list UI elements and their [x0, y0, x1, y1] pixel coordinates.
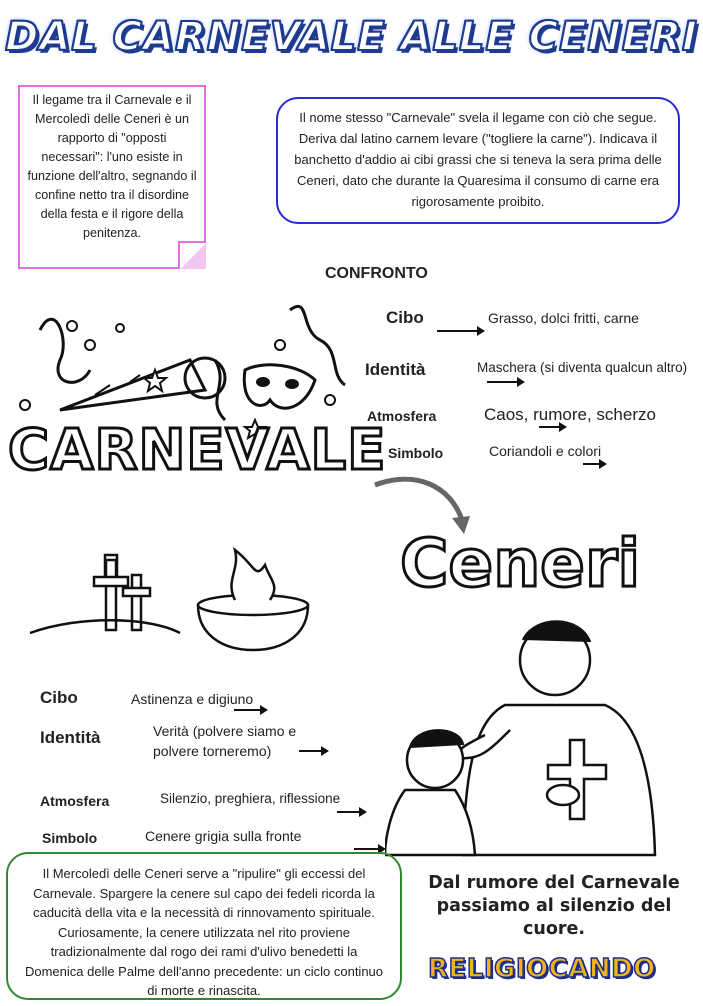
arrow-icon: [487, 381, 523, 383]
brand-text: RELIGIOCANDO: [428, 954, 656, 984]
ceneri-row-identita: [40, 728, 100, 748]
ash-bowl-icon: [547, 785, 579, 805]
arrow-icon: [234, 709, 266, 711]
ceneri-word: Ceneri: [400, 525, 641, 602]
fire-bowl-icon: [198, 550, 308, 650]
ceneri-label-identita: Identità: [40, 728, 101, 747]
etymology-text: Il nome stesso "Carnevale" svela il legame con ciò che segue. Deriva dal latino carnem levare ("togliere la carne"). Indicava il banchetto d'addio ai cibi grassi che si teneva la sera prima delle Ceneri, dato che durante la Quaresima il consumo di carne era rigorosamente proibito.: [294, 110, 662, 209]
carnevale-label-atmosfera: Atmosfera: [367, 408, 437, 424]
ceneri-row-cibo: [40, 688, 78, 708]
ceneri-label-simbolo: Simbolo: [42, 830, 98, 846]
ceneri-value-simbolo: Cenere grigia sulla fronte: [145, 828, 302, 844]
quote-line-1: Dal rumore del Carnevale: [428, 873, 680, 893]
ceneri-row-atmosfera: [40, 793, 109, 809]
arrow-icon: [539, 426, 565, 428]
closing-quote: [405, 872, 703, 941]
carnevale-label-cibo: Cibo: [386, 308, 424, 327]
note-text: Il legame tra il Carnevale e il Mercoledì delle Ceneri è un rapporto di "opposti necessari": l'uno esiste in funzione dell'altro, segnando il confine netto tra il disordine della festa e il rigore della penitenza.: [27, 93, 197, 240]
carnevale-value-atmosfera: Caos, rumore, scherzo: [484, 405, 656, 424]
page-curl-icon: [178, 241, 206, 269]
ceneri-row-simbolo: [42, 830, 97, 846]
carnevale-row-identita: [365, 360, 425, 380]
ceneri-label-atmosfera: Atmosfera: [40, 793, 110, 809]
ceneri-value-cibo: Astinenza e digiuno: [131, 691, 254, 707]
carnevale-value-simbolo: Coriandoli e colori: [489, 443, 602, 459]
ceneri-value-identita: Verità (polvere siamo e polvere torneremo): [153, 723, 297, 759]
carnevale-label-simbolo: Simbolo: [388, 445, 444, 461]
carnevale-value-identita: Maschera (si diventa qualcun altro): [477, 360, 688, 375]
explanation-text: Il Mercoledì delle Ceneri serve a "ripulire" gli eccessi del Carnevale. Spargere la cenere sul capo dei fedeli ricorda la caducità della vita e la necessità di rinnovamento spirituale. Curiosamente, la cenere utilizzata nel rito proviene tradizionalmente dal rogo dei rami d'ulivo benedetti la Domenica delle Palme dell'anno precedente: un ciclo continuo di morte e rinascita.: [24, 866, 384, 998]
mask-icon: [244, 365, 315, 408]
arrow-icon: [337, 811, 365, 813]
carnevale-value-cibo: Grasso, dolci fritti, carne: [488, 310, 639, 326]
explanation-box: [6, 852, 402, 1000]
cross-icon: [94, 555, 150, 630]
carnevale-row-simbolo: [388, 445, 443, 461]
arrow-icon: [583, 463, 605, 465]
carnevale-row-atmosfera: [367, 408, 436, 424]
priest-child-illustration: [385, 610, 675, 860]
carnevale-label-identita: Identità: [365, 360, 426, 379]
note-box: [18, 85, 206, 269]
carnevale-word: CARNEVALE: [8, 418, 387, 483]
comparison-heading: CONFRONTO: [325, 265, 428, 282]
ceneri-label-cibo: Cibo: [40, 688, 78, 707]
child-body-icon: [385, 790, 475, 855]
etymology-box: [276, 97, 680, 224]
arrow-icon: [437, 330, 483, 332]
arrow-icon: [354, 848, 384, 850]
page-title: DAL CARNEVALE ALLE CENERI: [5, 14, 698, 60]
party-horn-icon: [60, 358, 225, 410]
quote-line-2: passiamo al silenzio del cuore.: [436, 896, 672, 939]
carnevale-row-cibo: [386, 308, 424, 328]
ceneri-illustration: [20, 545, 340, 655]
brand-logo: [428, 950, 656, 988]
ceneri-value-atmosfera: Silenzio, preghiera, riflessione: [160, 791, 341, 806]
